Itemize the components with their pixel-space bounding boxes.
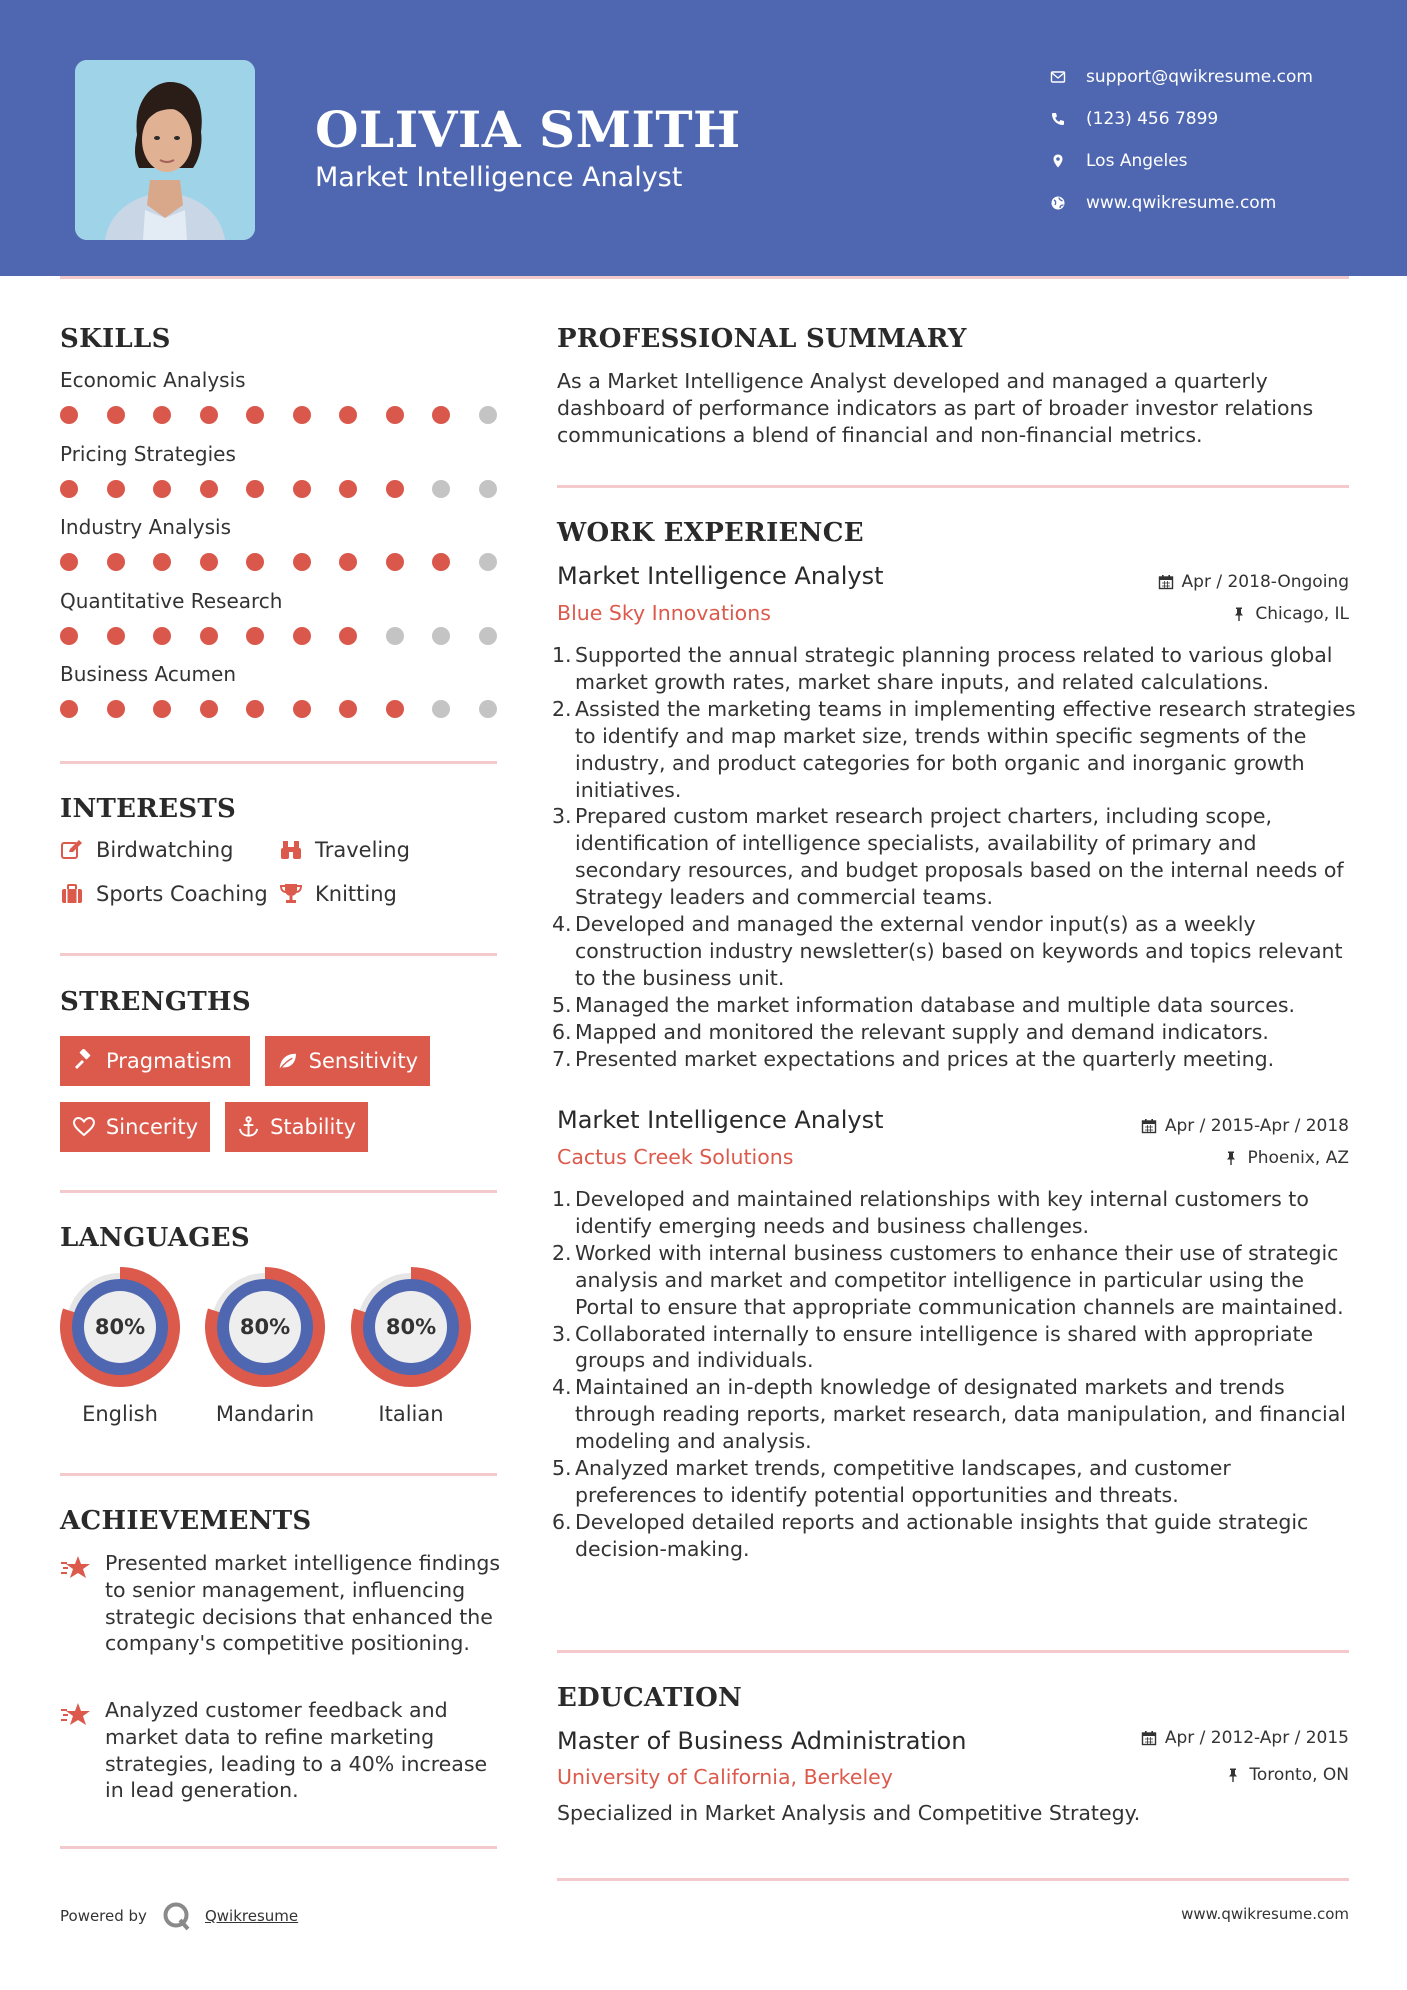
strength-sincerity	[60, 1102, 210, 1152]
rating-dot-filled	[107, 480, 125, 498]
profile-photo	[75, 60, 255, 240]
duty-item: Managed the market information database and multiple data sources.	[575, 992, 1296, 1017]
job-company: Blue Sky Innovations	[557, 601, 771, 625]
candidate-title: Market Intelligence Analyst	[315, 162, 683, 193]
achievement-item	[60, 1550, 500, 1690]
rating-dot-filled	[339, 700, 357, 718]
rating-dot-filled	[293, 480, 311, 498]
rating-dot-filled	[246, 553, 264, 571]
duty-item: Mapped and monitored the relevant supply and demand indicators.	[575, 1019, 1269, 1044]
skills-heading: SKILLS	[60, 324, 171, 354]
languages-heading: LANGUAGES	[60, 1223, 250, 1253]
education-description: Specialized in Market Analysis and Competitive Strategy.	[557, 1801, 1141, 1825]
education-degree: Master of Business Administration	[557, 1727, 967, 1755]
job-dates	[1158, 572, 1349, 592]
rating-dot-filled	[60, 700, 78, 718]
summary-divider	[557, 485, 1349, 488]
skills-divider	[60, 761, 497, 764]
rating-dot-empty	[479, 553, 497, 571]
rating-dot-empty	[432, 627, 450, 645]
rating-dot-filled	[107, 700, 125, 718]
rating-dot-filled	[153, 700, 171, 718]
calendar-icon	[1141, 1118, 1157, 1134]
language-name: Italian	[378, 1402, 444, 1426]
language-percent: 80%	[385, 1315, 437, 1339]
contact-location-text: Los Angeles	[1086, 151, 1188, 171]
rating-dot-filled	[200, 480, 218, 498]
interest-label: Knitting	[315, 882, 397, 906]
job-location-text: Chicago, IL	[1255, 604, 1349, 624]
rating-dot-filled	[339, 406, 357, 424]
rating-dot-filled	[339, 627, 357, 645]
strength-stability	[225, 1102, 368, 1152]
rating-dot-filled	[293, 700, 311, 718]
briefcase-icon	[60, 882, 84, 906]
interest-label: Birdwatching	[96, 838, 234, 862]
language-name: English	[82, 1402, 158, 1426]
duty-item: Developed and maintained relationships with key internal customers to identify emerging needs and business challenges.	[575, 1187, 1309, 1238]
duty-item: Developed detailed reports and actionable insights that guide strategic decision-making.	[575, 1509, 1309, 1561]
qwikresume-link[interactable]: Qwikresume	[204, 1907, 299, 1925]
language-ring	[205, 1267, 325, 1387]
envelope-icon	[1050, 69, 1086, 85]
language-name: Mandarin	[215, 1402, 315, 1426]
rating-dot-filled	[200, 627, 218, 645]
rating-dot-filled	[293, 406, 311, 424]
binoculars-icon	[279, 838, 303, 862]
candidate-name: OLIVIA SMITH	[315, 100, 741, 159]
rating-dot-filled	[293, 627, 311, 645]
skill-name: Economic Analysis	[60, 368, 246, 392]
education-school: University of California, Berkeley	[557, 1765, 893, 1789]
rating-dot-filled	[107, 627, 125, 645]
achievements-divider	[60, 1846, 497, 1849]
strength-label: Sincerity	[105, 1115, 198, 1139]
rating-dot-filled	[339, 480, 357, 498]
phone-icon	[1050, 111, 1086, 127]
education-dates-text: Apr / 2012-Apr / 2015	[1164, 1728, 1349, 1748]
skill-name: Quantitative Research	[60, 588, 283, 613]
map-pin-icon	[1050, 153, 1086, 169]
rating-dot-filled	[153, 406, 171, 424]
job-duties	[557, 1186, 1357, 1563]
interest-label: Traveling	[315, 838, 410, 862]
interests-divider	[60, 953, 497, 956]
job-location	[1223, 1148, 1349, 1168]
job-location	[1231, 604, 1349, 624]
skill-name: Industry Analysis	[60, 515, 232, 539]
powered-by-text: Powered by	[60, 1907, 147, 1925]
rating-dot-filled	[153, 480, 171, 498]
achievement-text: Presented market intelligence findings to senior management, influencing strategic decisions that enhanced the company's competitive positioning.	[105, 1551, 501, 1656]
rating-dot-filled	[246, 700, 264, 718]
qwikresume-logo-icon	[161, 1900, 193, 1932]
footer-powered-by	[60, 1900, 298, 1932]
rating-dot-empty	[386, 627, 404, 645]
job-dates-text: Apr / 2018-Ongoing	[1181, 572, 1349, 592]
rating-dot-filled	[246, 480, 264, 498]
duty-item: Assisted the marketing teams in implementing effective research strategies to identify and map market size, trends within specific segments of the industry, and product categories for both organic and inorganic growth initiatives.	[575, 696, 1356, 802]
gavel-icon	[72, 1049, 96, 1073]
pushpin-icon	[1223, 1150, 1239, 1166]
interest-label: Sports Coaching	[96, 882, 268, 906]
strengths-divider	[60, 1190, 497, 1193]
rating-dot-filled	[432, 553, 450, 571]
contact-email[interactable]	[1050, 56, 1313, 98]
star-icon	[60, 1554, 92, 1582]
education-location-text: Toronto, ON	[1249, 1765, 1349, 1785]
anchor-icon	[237, 1115, 260, 1139]
rating-dot-filled	[293, 553, 311, 571]
heart-icon	[72, 1115, 96, 1139]
rating-dot-filled	[432, 406, 450, 424]
duty-item: Maintained an in-depth knowledge of designated markets and trends through reading reports, market research, data manipulation, and financial modeling and analysis.	[575, 1375, 1347, 1454]
strengths-heading: STRENGTHS	[60, 987, 251, 1017]
pushpin-icon	[1225, 1767, 1241, 1783]
rating-dot-filled	[386, 700, 404, 718]
job-location-text: Phoenix, AZ	[1247, 1148, 1349, 1168]
contact-list	[1050, 56, 1313, 224]
rating-dot-filled	[60, 553, 78, 571]
duty-item: Presented market expectations and prices at the quarterly meeting.	[575, 1046, 1275, 1071]
calendar-icon	[1158, 574, 1174, 590]
rating-dot-empty	[479, 700, 497, 718]
rating-dot-filled	[60, 627, 78, 645]
rating-dot-filled	[200, 406, 218, 424]
rating-dot-empty	[479, 480, 497, 498]
interest-birdwatching	[60, 838, 233, 862]
strength-sensitivity	[265, 1036, 430, 1086]
achievement-item	[60, 1697, 500, 1817]
rating-dot-filled	[200, 553, 218, 571]
contact-email-text: support@qwikresume.com	[1086, 67, 1313, 87]
skill-rating	[60, 406, 525, 424]
duty-item: Worked with internal business customers to enhance their use of strategic analysis and market and competitor intelligence in particular using the Portal to ensure that appropriate communication channels are maintained.	[575, 1240, 1344, 1319]
contact-location	[1050, 140, 1313, 182]
rating-dot-filled	[153, 553, 171, 571]
job-title: Market Intelligence Analyst	[557, 562, 884, 590]
calendar-icon	[1141, 1730, 1157, 1746]
language-ring	[351, 1267, 471, 1387]
rating-dot-filled	[60, 480, 78, 498]
leaf-icon	[277, 1049, 299, 1073]
rating-dot-empty	[479, 627, 497, 645]
star-icon	[60, 1701, 92, 1729]
skill-rating	[60, 700, 525, 718]
pencil-square-icon	[60, 838, 84, 862]
rating-dot-filled	[107, 553, 125, 571]
rating-dot-empty	[432, 480, 450, 498]
strength-pragmatism	[60, 1036, 250, 1086]
duty-item: Collaborated internally to ensure intelligence is shared with appropriate groups and individuals.	[575, 1321, 1314, 1373]
achievement-text: Analyzed customer feedback and market data to refine marketing strategies, leading to a 40% increase in lead generation.	[105, 1698, 488, 1803]
job-company: Cactus Creek Solutions	[557, 1145, 794, 1169]
rating-dot-empty	[432, 700, 450, 718]
duty-item: Supported the annual strategic planning process related to various global market growth rates, market share inputs, and related calculations.	[575, 643, 1333, 694]
languages-divider	[60, 1473, 497, 1476]
job-duties	[557, 642, 1357, 1073]
summary-text: As a Market Intelligence Analyst developed and managed a quarterly dashboard of performance indicators as part of broader investor relations communications a blend of financial and non-financial metrics.	[557, 369, 1314, 447]
trophy-icon	[279, 882, 303, 906]
rating-dot-empty	[479, 406, 497, 424]
skill-rating	[60, 627, 525, 645]
strength-label: Stability	[270, 1115, 356, 1139]
education-heading: EDUCATION	[557, 1683, 743, 1713]
language-percent: 80%	[94, 1315, 146, 1339]
rating-dot-filled	[339, 553, 357, 571]
duty-item: Prepared custom market research project charters, including scope, identification of intelligence specialists, availability of primary and secondary resources, and budget proposals based on the internal needs of Strategy leaders and commercial teams.	[575, 804, 1344, 910]
rating-dot-filled	[246, 406, 264, 424]
strength-label: Pragmatism	[106, 1049, 232, 1073]
job-dates-text: Apr / 2015-Apr / 2018	[1164, 1116, 1349, 1136]
education-divider	[557, 1878, 1349, 1881]
skill-name: Business Acumen	[60, 662, 237, 686]
resume-header	[0, 0, 1407, 276]
experience-divider	[557, 1650, 1349, 1653]
rating-dot-filled	[153, 627, 171, 645]
footer-url[interactable]: www.qwikresume.com	[1181, 1905, 1349, 1923]
contact-website[interactable]	[1050, 182, 1313, 224]
job-title: Market Intelligence Analyst	[557, 1106, 884, 1134]
skill-name: Pricing Strategies	[60, 441, 236, 466]
language-ring	[60, 1267, 180, 1387]
rating-dot-filled	[107, 406, 125, 424]
strength-label: Sensitivity	[308, 1049, 418, 1073]
rating-dot-filled	[386, 553, 404, 571]
language-percent: 80%	[239, 1315, 291, 1339]
rating-dot-filled	[246, 627, 264, 645]
interest-traveling	[279, 838, 410, 862]
rating-dot-filled	[60, 406, 78, 424]
summary-heading: PROFESSIONAL SUMMARY	[557, 324, 967, 354]
pushpin-icon	[1231, 606, 1247, 622]
header-divider	[60, 276, 1349, 279]
duty-item: Analyzed market trends, competitive landscapes, and customer preferences to identify potential opportunities and threats.	[575, 1456, 1231, 1507]
interest-sports-coaching	[60, 882, 268, 906]
skill-rating	[60, 480, 525, 498]
duty-item: Developed and managed the external vendor input(s) as a weekly construction industry newsletter(s) based on keywords and topics relevant to the business unit.	[575, 912, 1343, 990]
education-dates	[1141, 1728, 1349, 1748]
achievements-heading: ACHIEVEMENTS	[60, 1506, 312, 1536]
rating-dot-filled	[386, 406, 404, 424]
contact-phone-text: (123) 456 7899	[1086, 109, 1219, 129]
rating-dot-filled	[386, 480, 404, 498]
job-dates	[1141, 1116, 1349, 1136]
education-location	[1225, 1765, 1349, 1785]
contact-phone[interactable]	[1050, 98, 1313, 140]
rating-dot-filled	[200, 700, 218, 718]
globe-icon	[1050, 195, 1086, 211]
interest-knitting	[279, 882, 397, 906]
interests-heading: INTERESTS	[60, 794, 237, 824]
experience-heading: WORK EXPERIENCE	[557, 518, 864, 548]
contact-website-text: www.qwikresume.com	[1086, 193, 1277, 213]
skill-rating	[60, 553, 525, 571]
